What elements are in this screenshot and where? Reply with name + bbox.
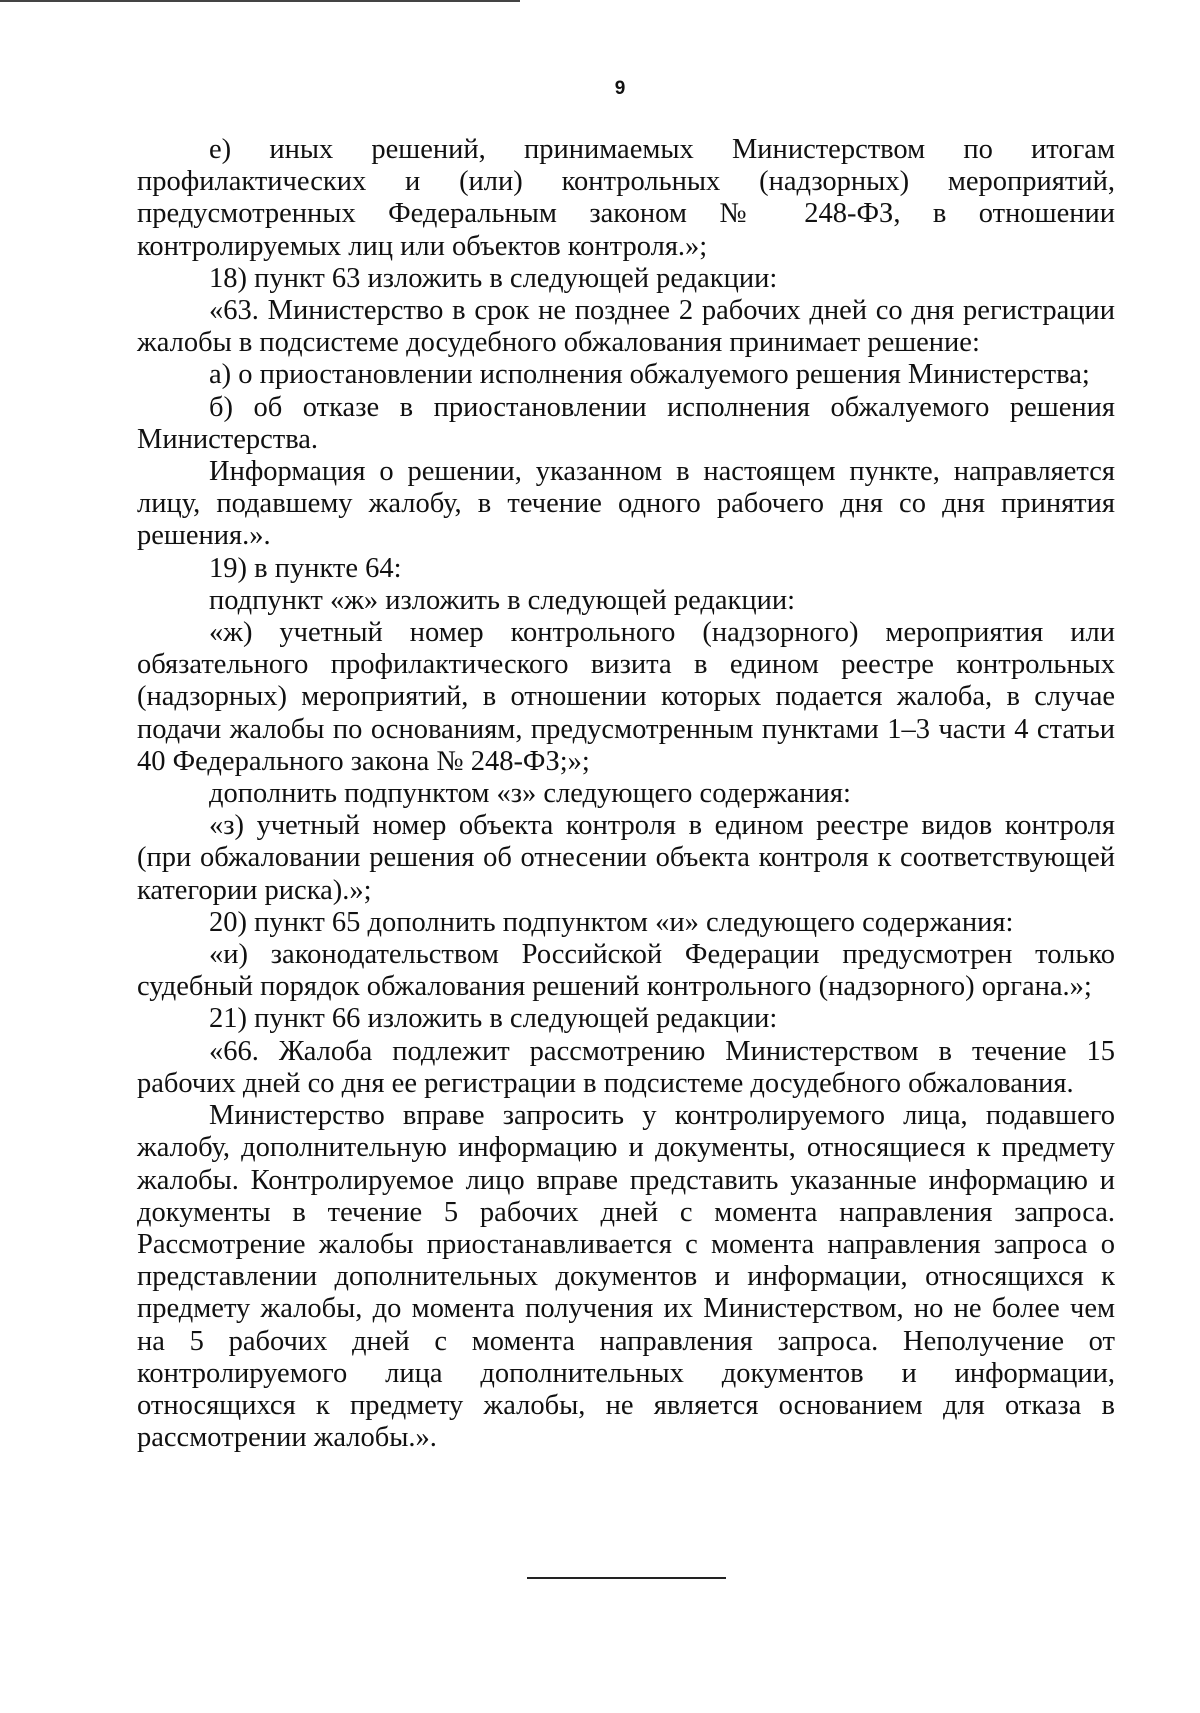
paragraph-point-19: 19) в пункте 64: xyxy=(209,552,402,584)
scan-top-edge xyxy=(0,0,520,2)
paragraph-clause-63: «63. Министерство в срок не позднее 2 рабочих дней со дня регистрации жалобы в подсистеме досудебного обжалования принимает решение: xyxy=(137,295,1115,359)
end-of-text-rule xyxy=(527,1577,726,1579)
paragraph-point-18: 18) пункт 63 изложить в следующей редакции: xyxy=(209,262,778,294)
paragraph-item-a: а) о приостановлении исполнения обжалуемого решения Министерства; xyxy=(209,359,1090,391)
paragraph-item-b: б) об отказе в приостановлении исполнения обжалуемого решения Министерства. xyxy=(137,391,1115,455)
paragraph-clause-66: «66. Жалоба подлежит рассмотрению Министерством в течение 15 рабочих дней со дня ее регистрации в подсистеме досудебного обжалования. xyxy=(137,1035,1115,1099)
paragraph-point-21: 21) пункт 66 изложить в следующей редакции: xyxy=(209,1003,778,1035)
paragraph-subpoint-zh-intro: подпункт «ж» изложить в следующей редакции: xyxy=(209,584,796,616)
paragraph-subpoint-zh: «ж) учетный номер контрольного (надзорного) мероприятия или обязательного профилактического визита в едином реестре контрольных (надзорных) мероприятий, в отношении которых подается жалоба, в случае подачи жалобы по основаниям, предусмотренным пунктами 1–3 части 4 статьи 40 Федерального закона № 248-ФЗ;»; xyxy=(137,617,1115,777)
document-body xyxy=(137,134,1115,1454)
paragraph-subpoint-z-intro: дополнить подпунктом «з» следующего содержания: xyxy=(209,778,851,810)
paragraph-item-e: е) иных решений, принимаемых Министерством по итогам профилактических и (или) контрольных (надзорных) мероприятий, предусмотренных Федеральным законом № 248-ФЗ, в отношении контролируемых лиц или объектов контроля.»; xyxy=(137,134,1115,262)
paragraph-subpoint-z: «з) учетный номер объекта контроля в едином реестре видов контроля (при обжаловании решения об отнесении объекта контроля к соответствующей категории риска).»; xyxy=(137,810,1115,906)
paragraph-decision-info: Информация о решении, указанном в настоящем пункте, направляется лицу, подавшему жалобу, в течение одного рабочего дня со дня принятия решения.». xyxy=(137,456,1115,552)
page-number: 9 xyxy=(614,78,626,99)
paragraph-point-20: 20) пункт 65 дополнить подпунктом «и» следующего содержания: xyxy=(209,906,1014,938)
paragraph-ministry-request: Министерство вправе запросить у контролируемого лица, подавшего жалобу, дополнительную информацию и документы, относящиеся к предмету жалобы. Контролируемое лицо вправе представить указанные информацию и документы в течение 5 рабочих дней с момента направления запроса. Рассмотрение жалобы приостанавливается с момента направления запроса о представлении дополнительных документов и информации, относящихся к предмету жалобы, до момента получения их Министерством, но не более чем на 5 рабочих дней с момента направления запроса. Неполучение от контролируемого лица дополнительных документов и информации, относящихся к предмету жалобы, не является основанием для отказа в рассмотрении жалобы.». xyxy=(137,1100,1115,1454)
paragraph-subpoint-i: «и) законодательством Российской Федерации предусмотрен только судебный порядок обжалования решений контрольного (надзорного) органа.»; xyxy=(137,939,1115,1003)
